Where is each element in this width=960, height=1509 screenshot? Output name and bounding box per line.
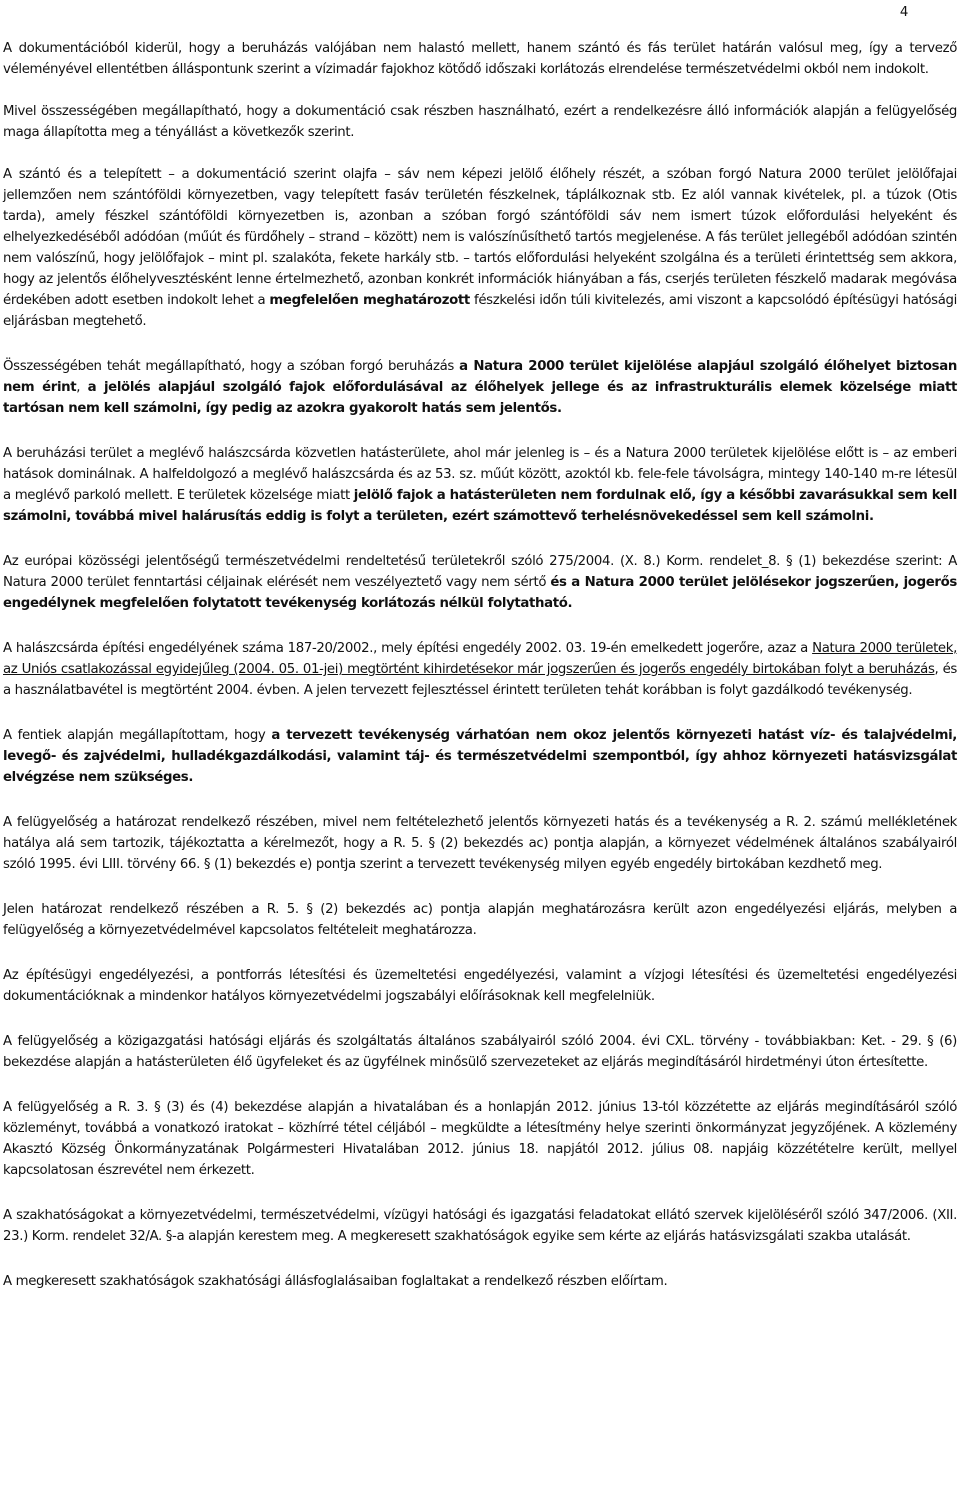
bold-text: a tervezett tevékenység várhatóan nem okoz jelentős környezeti hatást víz- és talajvédelmi, levegő- és zajvédelmi, hulladékgazdálkodási, valamint táj- és természetvédelmi szempontból, így ahhoz környezeti hatásvizsgálat elvégzése nem szükséges.	[3, 728, 957, 785]
body-text: Az európai közösségi jelentőségű természetvédelmi rendeltetésű területekről szóló 275/2004. (X. 8.) Korm. rendelet_8. § (1) bekezdése szerint: A Natura 2000 terület fenntartási céljainak elérését nem veszélyeztető vagy nem sértő	[3, 554, 957, 590]
body-text: A dokumentációból kiderül, hogy a beruházás valójában nem halastó mellett, hanem szántó és fás terület határán valósul meg, így a tervező véleményével ellentétben álláspontunk szerint a vízimadár fajokhoz kötődő időszaki korlátozás elrendelése természetvédelmi okból nem indokolt.	[3, 41, 957, 77]
bold-text: megfelelően meghatározott	[269, 293, 470, 308]
paragraph-2	[3, 101, 957, 143]
paragraph-13	[3, 1097, 957, 1181]
body-text: A felügyelőség a határozat rendelkező részében, mivel nem feltételezhető jelentős környezeti hatás és a tevékenység a R. 2. számú mellékletének hatálya alá sem tartozik, tájékoztatta a kérelmezőt, hogy a R. 5. § (2) bekezdés ac) pontja alapján, a környezet védelmének általános szabályairól szóló 1995. évi LIII. törvény 66. § (1) bekezdés e) pontja szerint a tervezett tevékenység milyen egyéb engedély birtokában kezdhető meg.	[3, 815, 957, 872]
paragraph-5	[3, 443, 957, 527]
paragraph-9	[3, 812, 957, 875]
body-text: Összességében tehát megállapítható, hogy a szóban forgó beruházás	[3, 359, 460, 374]
body-text: Mivel összességében megállapítható, hogy a dokumentáció csak részben használható, ezért a rendelkezésre álló információk alapján a felügyelőség maga állapította meg a tényállást a következők szerint.	[3, 104, 957, 140]
paragraph-15	[3, 1271, 957, 1292]
paragraph-11	[3, 965, 957, 1007]
paragraph-3	[3, 164, 957, 332]
body-text: ,	[76, 380, 88, 395]
paragraph-14	[3, 1205, 957, 1247]
underlined-text: Natura 2000 területek, az Uniós csatlakozással egyidejűleg (2004. 05. 01-jei) megtörtént kihirdetésekor már jogszerűen és jogerős engedély birtokában folyt a beruházás	[3, 641, 957, 677]
paragraph-12	[3, 1031, 957, 1073]
body-text: A halászcsárda építési engedélyének száma 187-20/2002., mely építési engedély 2002. 03. 19-én emelkedett jogerőre, azaz a	[3, 641, 813, 656]
body-text: Jelen határozat rendelkező részében a R. 5. § (2) bekezdés ac) pontja alapján meghatározásra került azon engedélyezési eljárás, melyben a felügyelőség a környezetvédelmével kapcsolatos feltételeit meghatározza.	[3, 902, 957, 938]
bold-text: és a Natura 2000 terület jelölésekor jogszerűen, jogerős engedélynek megfelelően folytatott tevékenység korlátozás nélkül folytatható.	[3, 575, 957, 611]
bold-text: a Natura 2000 terület kijelölése alapjául szolgáló élőhelyet biztosan nem érint	[3, 359, 957, 395]
body-text: A felügyelőség a R. 3. § (3) és (4) bekezdése alapján a hivatalában és a honlapján 2012. június 13-tól közzétette az eljárás megindításáról szóló közleményt, továbbá a vonatkozó iratokat – közhírré tétel céljából – megküldte a létesítmény helye szerinti önkormányzat jegyzőjének. A közlemény Akasztó Község Önkormányzatának Polgármesteri Hivatalában 2012. június 18. napjától 2012. július 08. napjáig közzétételre került, mellyel kapcsolatosan észrevétel nem érkezett.	[3, 1100, 957, 1178]
body-text: A felügyelőség a közigazgatási hatósági eljárás és szolgáltatás általános szabályairól szóló 2004. évi CXL. törvény - továbbiakban: Ket. - 29. § (6) bekezdése alapján a hatásterületen élő ügyfeleket és az ügyfélnek minősülő szervezeteket az eljárás megindításáról hirdetményi úton értesítette.	[3, 1034, 957, 1070]
body-text: A szántó és a telepített – a dokumentáció szerint olajfa – sáv nem képezi jelölő élőhely részét, a szóban forgó Natura 2000 terület jelölőfajai jellemzően nem szántóföldi környezetben, vagy telepített fasáv területén fészkelnek, táplálkoznak stb. Ez alól vannak kivételek, pl. a túzok (Otis tarda), amely fészkel szántóföldi környezetben is, azonban a szóban forgó szántóföldi sáv nem ismert túzok előfordulási helyeként és elhelyezkedéséből adódóan (műút és fürdőhely – strand – között) nem is valószínűsíthető tartós megjelenése. A fás terület jellegéből adódóan szintén nem valószínű, hogy jelölőfajok – mint pl. szalakóta, fekete harkály stb. – tartós előfordulási helyeként szolgálna és a területi érintettség sem akkora, hogy az jelentős élőhelyvesztésként lenne értelmezhető, azonban konkrét információk hiányában a fás, cserjés területen fészkelő madarak megóvása érdekében adott esetben indokolt lehet a	[3, 167, 957, 308]
paragraph-4	[3, 356, 957, 419]
body-text: A szakhatóságokat a környezetvédelmi, természetvédelmi, vízügyi hatósági és igazgatási feladatokat ellátó szervek kijelöléséről szóló 347/2006. (XII. 23.) Korm. rendelet 32/A. §-a alapján kerestem meg. A megkeresett szakhatóságok egyike sem kérte az eljárás hatásvizsgálati szakba utalását.	[3, 1208, 957, 1244]
body-text: A megkeresett szakhatóságok szakhatósági állásfoglalásaiban foglaltakat a rendelkező részben előírtam.	[3, 1274, 668, 1289]
paragraph-8	[3, 725, 957, 788]
body-text: fészkelési időn túli kivitelezés, ami viszont a kapcsolódó építésügyi hatósági eljárásban megtehető.	[3, 293, 957, 329]
document-body	[3, 38, 957, 1292]
body-text: A beruházási terület a meglévő halászcsárda közvetlen hatásterülete, ahol már jelenleg is – és a Natura 2000 területek kijelölése előtt is – az emberi hatások dominálnak. A halfeldolgozó a meglévő halászcsárda és az 53. sz. műút között, azoktól kb. fele-fele távolságra, mintegy 140-140 m-re létesül a meglévő parkoló mellett. E területek közelsége miatt	[3, 446, 957, 503]
paragraph-1	[3, 38, 957, 80]
paragraph-10	[3, 899, 957, 941]
paragraph-7	[3, 638, 957, 701]
bold-text: jelölő fajok a hatásterületen nem fordulnak elő, így a későbbi zavarásukkal sem kell számolni, továbbá mivel halárusítás eddig is folyt a területen, ezért számottevő terhelésnövekedéssel sem kell számolni.	[3, 488, 957, 524]
body-text: , és a használatbavétel is megtörtént 2004. évben. A jelen tervezett fejlesztéssel érintett területen tehát korábban is folyt gazdálkodó tevékenység.	[3, 662, 957, 698]
bold-text: a jelölés alapjául szolgáló fajok előfordulásával az élőhelyek jellege és az infrastrukturális elemek közelsége miatt tartósan nem kell számolni, így pedig az azokra gyakorolt hatás sem jelentős.	[3, 380, 958, 416]
body-text: A fentiek alapján megállapítottam, hogy	[3, 728, 272, 743]
page-number: 4	[899, 5, 908, 20]
body-text: Az építésügyi engedélyezési, a pontforrás létesítési és üzemeltetési engedélyezési, valamint a vízjogi létesítési és üzemeltetési engedélyezési dokumentációknak a mindenkor hatályos környezetvédelmi jogszabályi előírásoknak kell megfelelniük.	[3, 968, 957, 1004]
paragraph-6	[3, 551, 957, 614]
